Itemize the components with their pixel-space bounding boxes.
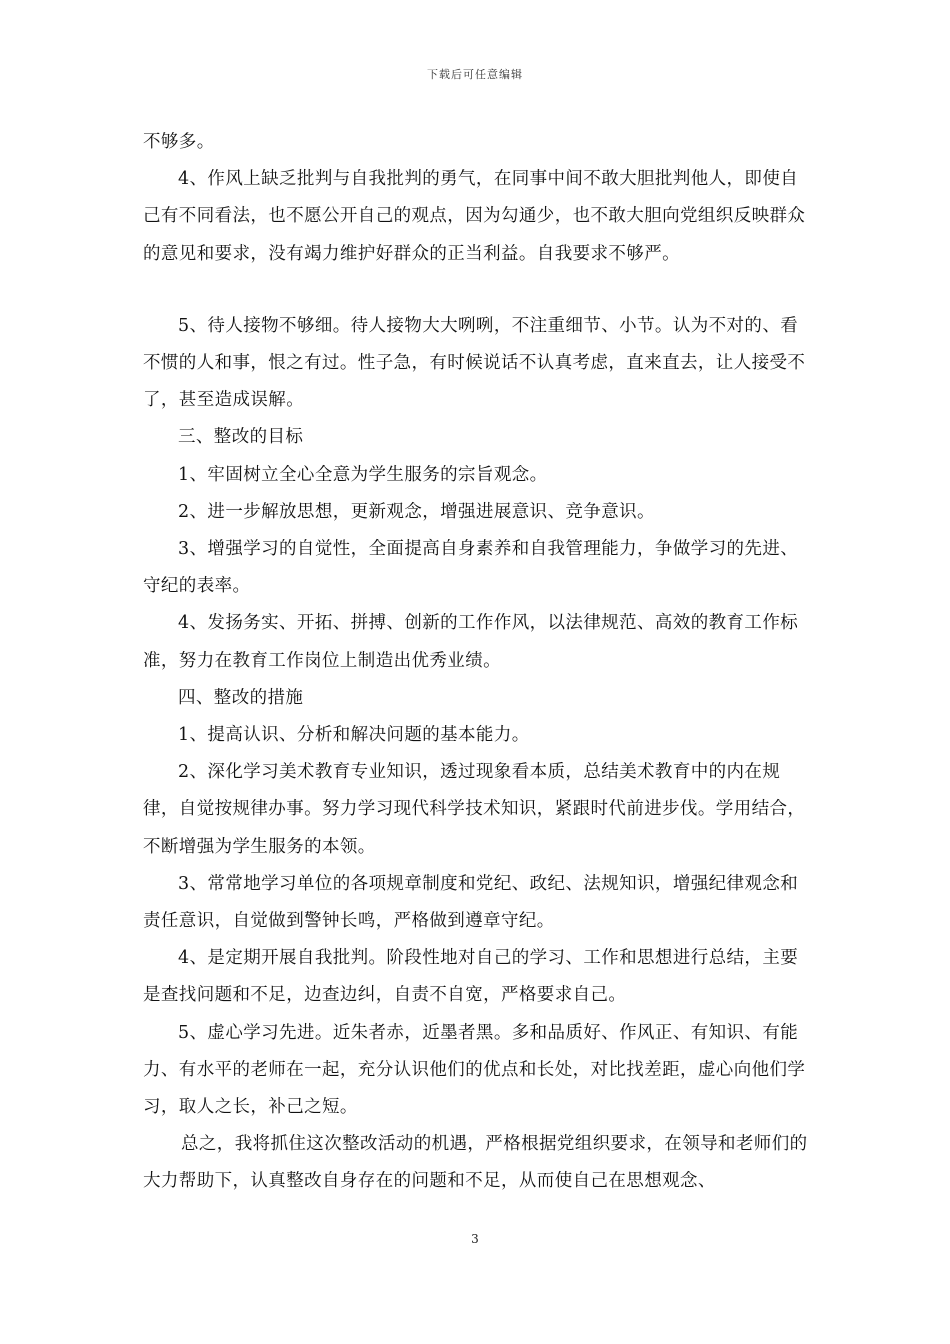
paragraph-continuation: 不够多。 [143, 132, 215, 152]
section-heading-measures: 四、整改的措施 [178, 687, 304, 708]
measure-item-5: 5、虚心学习先进。近朱者赤，近墨者黑。多和品质好、作风正、有知识、有能力、有水平的老师在一起，充分认识他们的优点和长处，对比找差距，虚心向他们学习，取人之长，补己之短。 [143, 1022, 806, 1118]
goal-item-2: 2、进一步解放思想，更新观念，增强进展意识、竞争意识。 [178, 501, 655, 522]
section-heading-goals: 三、整改的目标 [178, 427, 304, 448]
goal-item-3: 3、增强学习的自觉性，全面提高自身素养和自我管理能力，争做学习的先进、守纪的表率。 [143, 539, 799, 597]
measure-item-3: 3、常常地学习单位的各项规章制度和党纪、政纪、法规知识，增强纪律观念和责任意识，自觉做到警钟长鸣，严格做到遵章守纪。 [143, 873, 799, 932]
measure-item-4: 4、是定期开展自我批判。阶段性地对自己的学习、工作和思想进行总结，主要是查找问题和不足，边查边纠，自责不自宽，严格要求自己。 [143, 948, 799, 1006]
measure-item-2: 2、深化学习美术教育专业知识，透过现象看本质，总结美术教育中的内在规律，自觉按规律办事。努力学习现代科学技术知识，紧跟时代前进步伐。学用结合，不断增强为学生服务的本领。 [143, 762, 806, 857]
page-number: 3 [471, 1232, 479, 1246]
goal-item-4: 4、发扬务实、开拓、拼搏、创新的工作作风，以法律规范、高效的教育工作标准，努力在教育工作岗位上制造出优秀业绩。 [143, 613, 799, 671]
paragraph-item-4-style: 4、作风上缺乏批判与自我批判的勇气，在同事中间不敢大胆批判他人，即使自己有不同看法，也不愿公开自己的观点，因为勾通少，也不敢大胆向党组织反映群众的意见和要求，没有竭力维护好群众的正当利益。自我要求不够严。 [143, 169, 806, 264]
goal-item-1: 1、牢固树立全心全意为学生服务的宗旨观念。 [178, 464, 548, 485]
conclusion-paragraph: 总之，我将抓住这次整改活动的机遇，严格根据党组织要求，在领导和老师们的大力帮助下，认真整改自身存在的问题和不足，从而使自己在思想观念、 [143, 1134, 808, 1192]
paragraph-item-5-manners: 5、待人接物不够细。待人接物大大咧咧，不注重细节、小节。认为不对的、看不惯的人和事，恨之有过。性子急，有时候说话不认真考虑，直来直去，让人接受不了，甚至造成误解。 [143, 315, 806, 411]
document-body [143, 124, 811, 1201]
measure-item-1: 1、提高认识、分析和解决问题的基本能力。 [178, 725, 530, 746]
page-header: 下载后可任意编辑 [427, 68, 523, 81]
paragraph-gap [143, 273, 811, 308]
